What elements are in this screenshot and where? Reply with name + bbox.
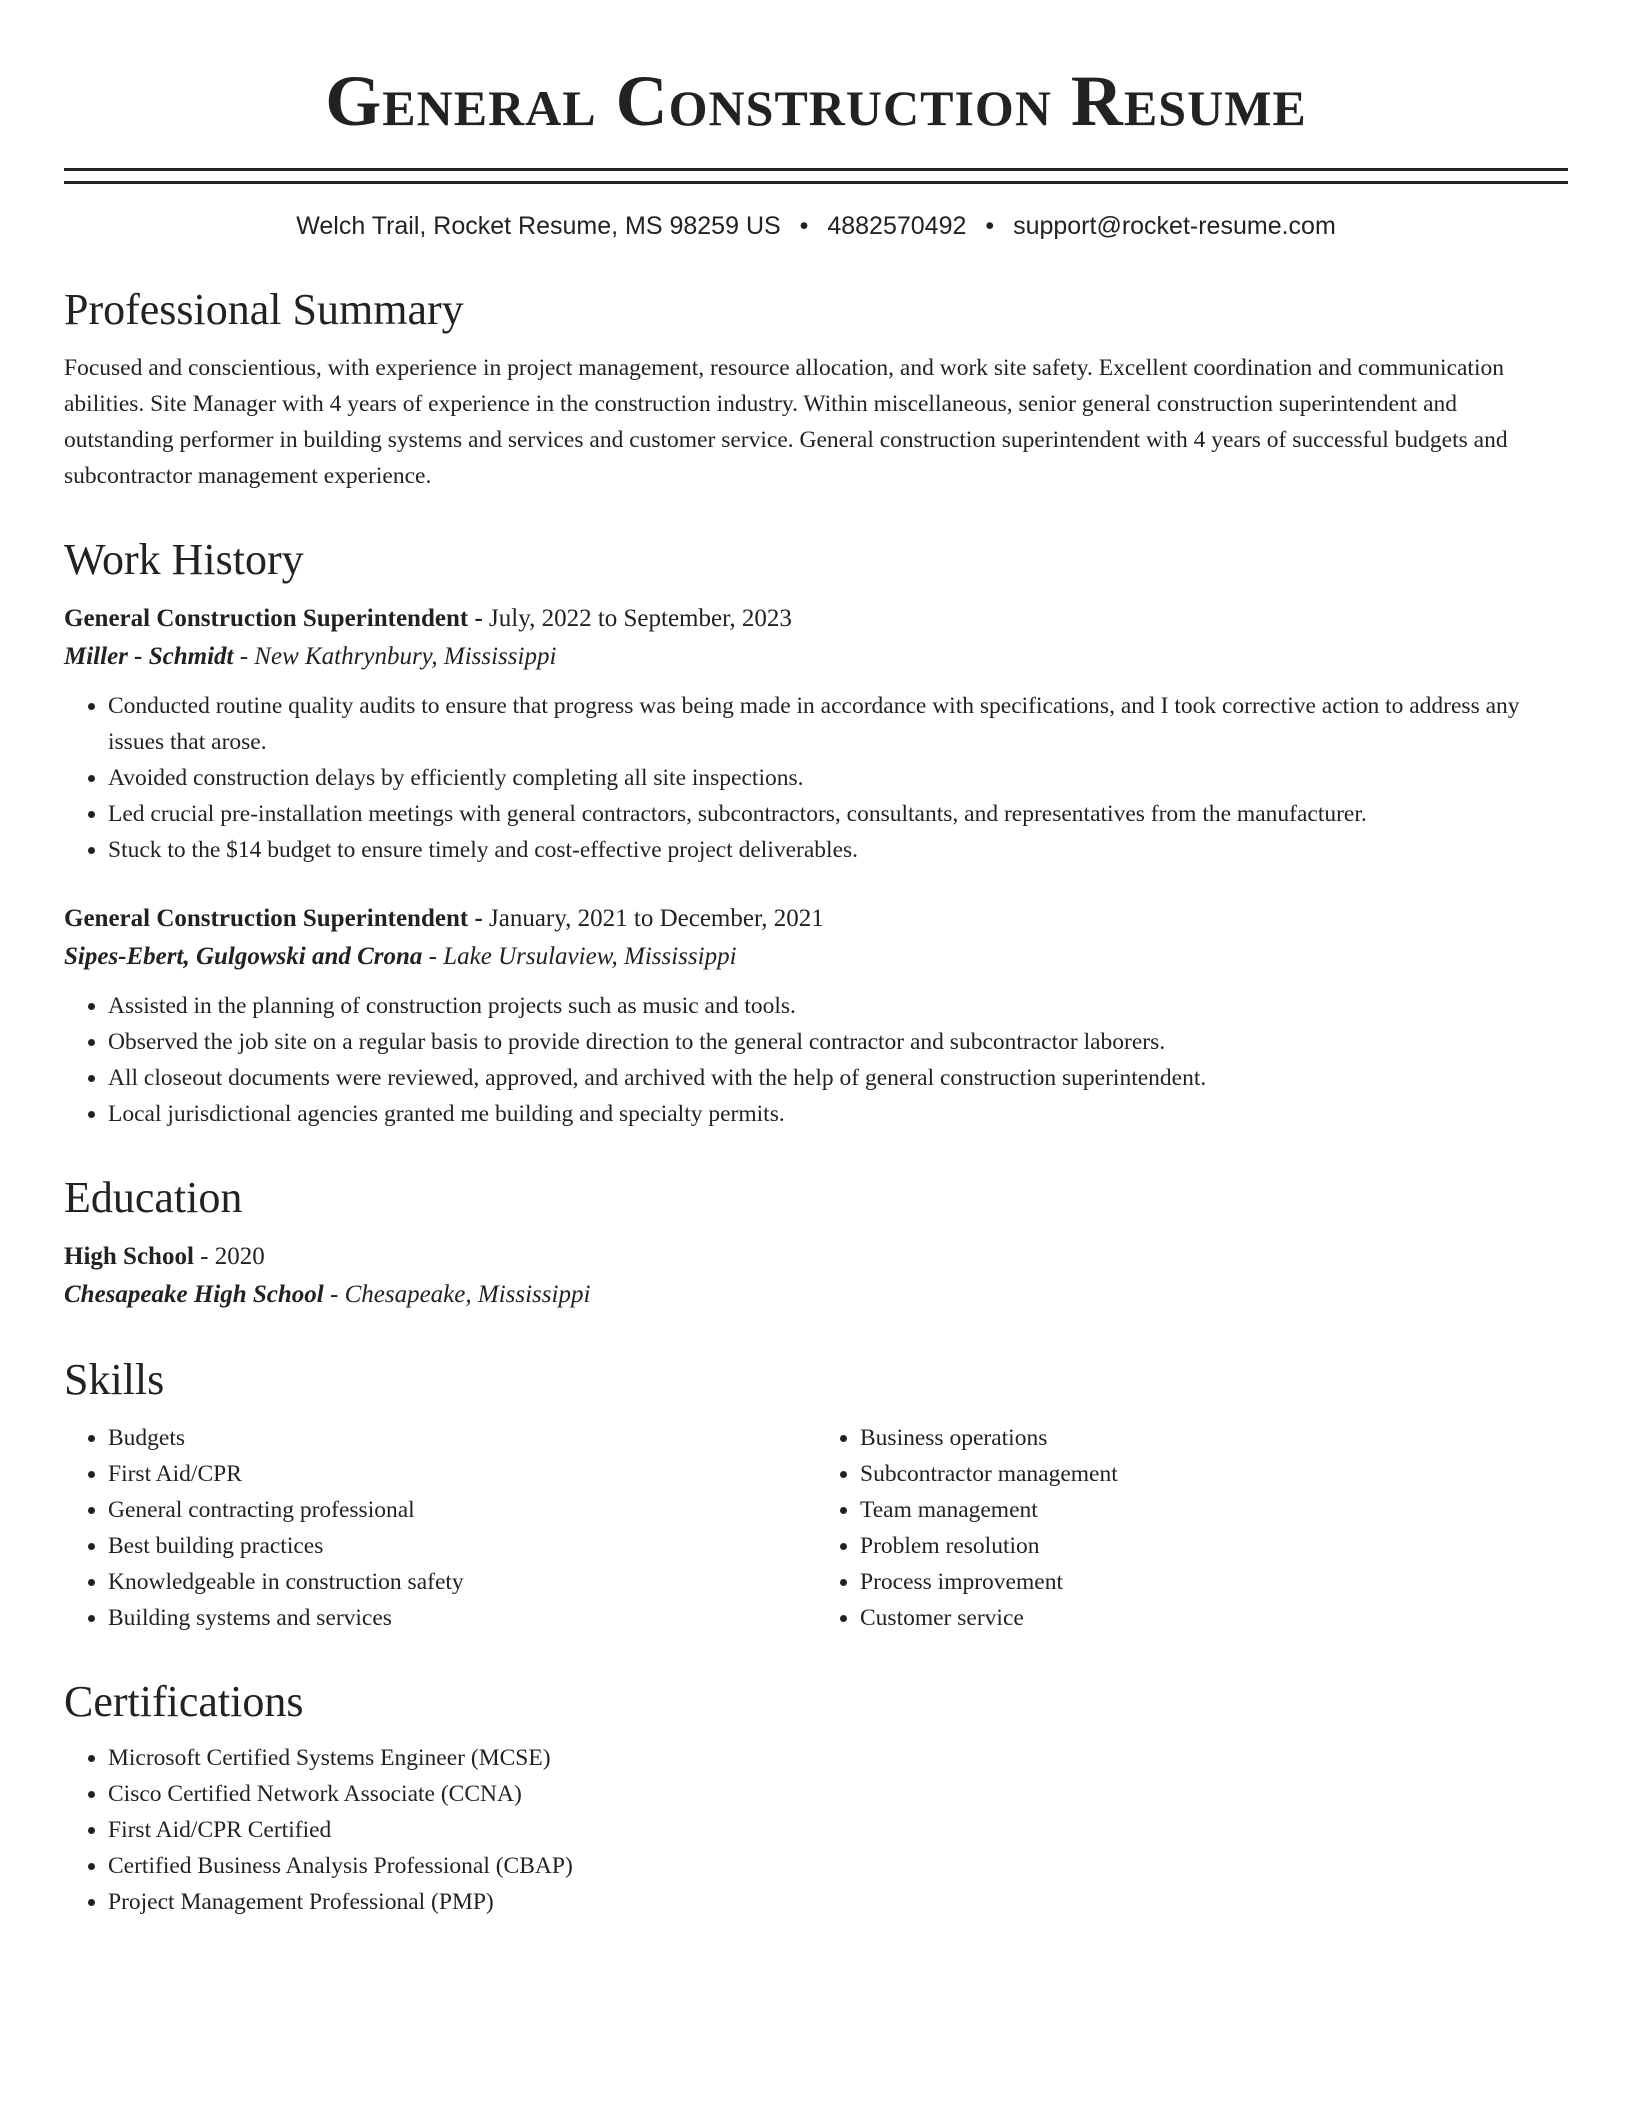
job-entry (64, 600, 1568, 868)
certification-item: • Project Management Professional (PMP) (108, 1884, 1568, 1920)
education-degree: High School (64, 1243, 194, 1270)
job-entry (64, 900, 1568, 1132)
job-bullet: • Conducted routine quality audits to ensure that progress was being made in accordance with specifications, and I took corrective action to address any issues that arose. (108, 688, 1568, 760)
job-company: Sipes-Ebert, Gulgowski and Crona (64, 943, 423, 970)
contact-address: Welch Trail, Rocket Resume, MS 98259 US (296, 212, 781, 240)
skill-item: • Knowledgeable in construction safety (108, 1564, 816, 1600)
certifications-heading: Certifications (64, 1677, 304, 1726)
skills-heading: Skills (64, 1355, 165, 1404)
education-heading: Education (64, 1173, 243, 1222)
contact-separator: • (985, 212, 995, 240)
job-location: New Kathrynbury, Mississippi (254, 643, 557, 670)
skill-item: • Problem resolution (860, 1528, 1568, 1564)
education-school-line: Chesapeake High School - Chesapeake, Mississippi (64, 1281, 591, 1308)
skill-item: • Business operations (860, 1420, 1568, 1456)
job-dates: July, 2022 to September, 2023 (489, 605, 792, 632)
job-bullet: • All closeout documents were reviewed, approved, and archived with the help of general construction superintendent. (108, 1060, 1568, 1096)
education-entry (64, 1238, 1568, 1314)
education-degree-line: High School - 2020 (64, 1243, 265, 1270)
education-school: Chesapeake High School (64, 1281, 324, 1308)
summary-heading: Professional Summary (64, 285, 464, 334)
job-dates: January, 2021 to December, 2021 (489, 905, 824, 932)
skill-item: • Subcontractor management (860, 1456, 1568, 1492)
skill-item: • General contracting professional (108, 1492, 816, 1528)
job-title: General Construction Superintendent (64, 905, 469, 932)
work-history-heading: Work History (64, 535, 304, 584)
job-location: Lake Ursulaview, Mississippi (443, 943, 737, 970)
certification-item: • First Aid/CPR Certified (108, 1812, 1568, 1848)
skill-item: • Best building practices (108, 1528, 816, 1564)
job-bullets (64, 988, 1568, 1132)
skills-right-column (816, 1420, 1568, 1636)
certification-item: • Certified Business Analysis Professional (CBAP) (108, 1848, 1568, 1884)
certifications-section (64, 1676, 1568, 1920)
job-bullets (64, 688, 1568, 868)
job-company-line: Miller - Schmidt - New Kathrynbury, Mississippi (64, 643, 557, 670)
contact-phone: 4882570492 (827, 212, 967, 240)
skills-section (64, 1354, 1568, 1636)
contact-line (64, 210, 1568, 242)
skill-item: • First Aid/CPR (108, 1456, 816, 1492)
job-bullet: • Local jurisdictional agencies granted me building and specialty permits. (108, 1096, 1568, 1132)
resume-title: General Construction Resume (325, 61, 1307, 141)
job-bullet: • Stuck to the $14 budget to ensure timely and cost-effective project deliverables. (108, 832, 1568, 868)
work-history-section (64, 534, 1568, 1132)
skill-item: • Team management (860, 1492, 1568, 1528)
job-bullet: • Led crucial pre-installation meetings with general contractors, subcontractors, consultants, and representatives from the manufacturer. (108, 796, 1568, 832)
certification-item: • Microsoft Certified Systems Engineer (MCSE) (108, 1740, 1568, 1776)
certifications-list (64, 1740, 1568, 1920)
contact-email: support@rocket-resume.com (1013, 212, 1336, 240)
job-title-line: General Construction Superintendent - January, 2021 to December, 2021 (64, 905, 824, 932)
title-double-rule (64, 168, 1568, 184)
skills-columns (64, 1420, 1568, 1636)
certification-item: • Cisco Certified Network Associate (CCNA) (108, 1776, 1568, 1812)
skills-left-column (64, 1420, 816, 1636)
summary-text: Focused and conscientious, with experience in project management, resource allocation, and work site safety. Excellent coordination and communication abilities. Site Manager with 4 years of experience in the construction industry. Within miscellaneous, senior general construction superintendent and outstanding performer in building systems and services and customer service. General construction superintendent with 4 years of successful budgets and subcontractor management experience. (64, 355, 1508, 489)
job-company: Miller - Schmidt (64, 643, 234, 670)
skill-item: • Budgets (108, 1420, 816, 1456)
job-bullet: • Avoided construction delays by efficiently completing all site inspections. (108, 760, 1568, 796)
skill-item: • Customer service (860, 1600, 1568, 1636)
education-section (64, 1172, 1568, 1314)
skill-item: • Process improvement (860, 1564, 1568, 1600)
job-title-line: General Construction Superintendent - July, 2022 to September, 2023 (64, 605, 792, 632)
skill-item: • Building systems and services (108, 1600, 816, 1636)
education-location: Chesapeake, Mississippi (344, 1281, 591, 1308)
education-year: 2020 (214, 1243, 265, 1270)
contact-separator: • (799, 212, 809, 240)
job-company-line: Sipes-Ebert, Gulgowski and Crona - Lake Ursulaview, Mississippi (64, 943, 737, 970)
job-bullet: • Assisted in the planning of construction projects such as music and tools. (108, 988, 1568, 1024)
job-title: General Construction Superintendent (64, 605, 469, 632)
job-bullet: • Observed the job site on a regular basis to provide direction to the general contractor and subcontractor laborers. (108, 1024, 1568, 1060)
summary-section (64, 284, 1568, 494)
